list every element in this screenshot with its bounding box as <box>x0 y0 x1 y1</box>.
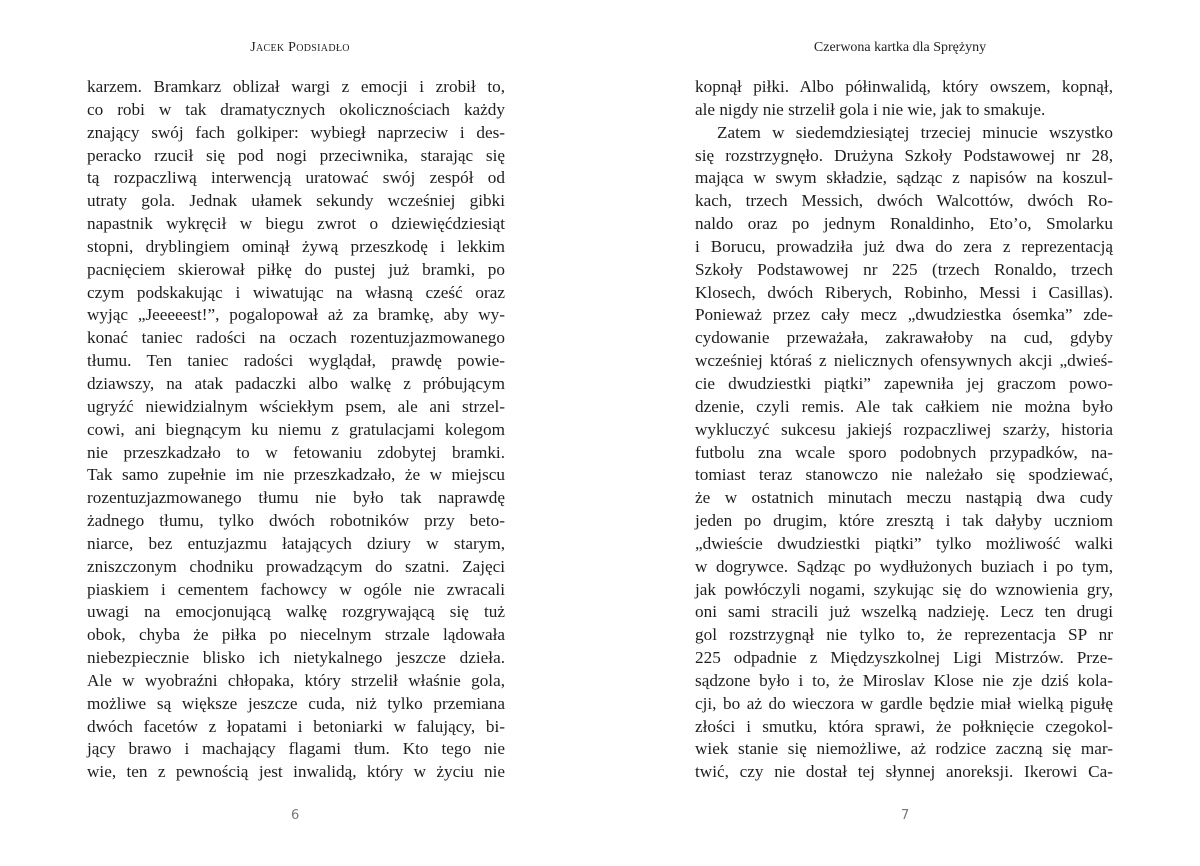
text-line: Ale w wyobraźni chłopaka, który strzelił właśnie gola, <box>87 670 505 690</box>
text-line: kach, trzech Messich, dwóch Walcottów, dwóch Ro- <box>695 191 1113 211</box>
text-line: nie przeszkadzało to w fetowaniu zdobytej bramki. <box>87 442 505 462</box>
text-line: mająca w swym składzie, sądząc z napisów na koszul- <box>695 168 1113 188</box>
text-line: tłumu. Ten taniec radości wyglądał, prawdę powie- <box>87 351 505 371</box>
text-line: rozentuzjazmowanego tłumu nie było tak naprawdę <box>87 488 505 508</box>
text-line: niebezpiecznie blisko ich nietykalnego jeszcze dzieła. <box>87 648 505 668</box>
text-line: znający swój fach golkiper: wybiegł naprzeciw i des- <box>87 122 505 142</box>
text-line: się rozstrzygnęło. Drużyna Szkoły Podstawowej nr 28, <box>695 145 1113 165</box>
text-line: jak powłóczyli nogami, szykując się do wznowienia gry, <box>695 579 1113 599</box>
text-line: jeden po drugim, które zresztą i tak dałyby uczniom <box>695 511 1113 531</box>
body-text <box>87 76 505 784</box>
text-line: dwóch facetów z łopatami i betoniarki w falujący, bi- <box>87 716 505 736</box>
text-line: czym podskakując i wiwatując na własną cześć oraz <box>87 282 505 302</box>
text-line: wie, ten z pewnością jest inwalidą, który w życiu nie <box>87 762 505 782</box>
text-line: cie dwudziestki piątki” zapewniła jej graczom powo- <box>695 373 1113 393</box>
text-line: Zatem w siedemdziesiątej trzeciej minucie wszystko <box>717 122 1113 142</box>
body-text <box>695 76 1113 784</box>
text-line: Tak samo zupełnie im nie przeszkadzało, że w miejscu <box>87 465 505 485</box>
text-line: i Borucu, prowadziła już dwa do zera z reprezentacją <box>695 236 1113 256</box>
text-line: złości i smutku, która sprawi, że połknięcie czegokol- <box>695 716 1113 736</box>
running-head-title: Czerwona kartka dla Sprężyny <box>813 40 987 55</box>
text-line: obok, chyba że piłka po niecelnym strzale lądowała <box>87 625 505 645</box>
text-line: kopnął piłki. Albo półinwalidą, który owszem, kopnął, <box>695 77 1113 96</box>
text-line: Szkoły Podstawowej nr 225 (trzech Ronaldo, trzech <box>695 259 1113 279</box>
text-line: 225 odpadnie z Międzyszkolnej Ligi Mistrzów. Prze- <box>695 648 1113 668</box>
text-line: dziawszy, na atak padaczki albo walkę z próbującym <box>87 373 505 393</box>
text-line: wykluczyć sukcesu jakiejś rozpaczliwej szarży, historia <box>695 419 1113 439</box>
text-line: Klosech, dwóch Riberych, Robinho, Messi i Casillas). <box>695 282 1113 302</box>
text-line: zniszczonym chodniku prowadzącym do szatni. Zajęci <box>87 556 505 576</box>
text-line: ale nigdy nie strzelił gola i nie wie, jak to smakuje. <box>695 99 1046 119</box>
running-head-author: Jacek Podsiadło <box>250 40 350 55</box>
text-line: oni sami stracili już wszelką nadzieję. Lecz ten drugi <box>695 602 1113 622</box>
text-line: wyjąc „Jeeeeest!”, pogalopował aż za bramkę, aby wy- <box>87 305 505 325</box>
text-line: cowi, ani biegnącym ku niemu z gratulacjami kolegom <box>87 419 505 439</box>
text-line: w dogrywce. Sądząc po wydłużonych buziach i po tym, <box>695 556 1113 576</box>
text-line: futbolu zna wcale sporo podobnych przypadków, na- <box>695 442 1113 462</box>
text-line: uwagi na emocjonującą walkę rozgrywającą się tuż <box>87 602 505 622</box>
page-number: 6 <box>291 808 300 823</box>
text-line: utraty gola. Jednak ułamek sekundy wcześniej gibki <box>87 191 505 211</box>
text-line: Ponieważ przez cały mecz „dwudziestka ósemka” zde- <box>695 305 1113 325</box>
text-line: możliwe są większe jeszcze cuda, niż tylko przemiana <box>87 693 505 713</box>
text-line: gol rozstrzygnął nie tylko to, że reprezentacja SP nr <box>695 625 1113 645</box>
text-line: pacnięciem skierował piłkę do pustej już bramki, po <box>87 259 505 279</box>
text-line: stopni, dryblingiem ominął żywą przeszkodę i lekkim <box>87 236 505 256</box>
text-line: twić, czy nie dostał tej słynnej anoreksji. Ikerowi Ca- <box>695 762 1113 782</box>
text-line: piaskiem i cementem fachowcy w ogóle nie zwracali <box>87 579 505 599</box>
text-line: „dwieście dwudziestki piątki” tylko możliwość walki <box>695 533 1113 553</box>
text-line: konać taniec radości na oczach rozentuzjazmowanego <box>87 328 505 348</box>
text-line: co robi w tak dramatycznych okolicznościach każdy <box>87 99 505 119</box>
text-line: naldo oraz po jednym Ronaldinho, Eto’o, Smolarku <box>695 214 1113 234</box>
text-line: cydowanie przeważała, zakrawałoby na cud, gdyby <box>695 328 1113 348</box>
text-line: cji, bo aż do wieczora w gardle będzie miał wielką pigułę <box>695 693 1113 713</box>
text-line: niarce, bez entuzjazmu łatających dziury w starym, <box>87 533 505 553</box>
text-line: żadnego tłumu, tylko dwóch robotników przy beto- <box>87 511 505 531</box>
text-line: tą rozpaczliwą interwencją uratować swój zespół od <box>87 168 505 188</box>
text-line: dzenie, czyli remis. Ale tak całkiem nie można było <box>695 396 1113 416</box>
page-number: 7 <box>901 808 910 823</box>
text-line: ugryźć niewidzialnym wściekłym psem, ale ani strzel- <box>87 396 505 416</box>
text-line: peracko rzucił się pod nogi przeciwnika, starając się <box>87 145 505 165</box>
right-page <box>600 0 1200 866</box>
text-line: sądzone było i to, że Miroslav Klose nie zje dziś kola- <box>695 670 1113 690</box>
text-line: jący brawo i machający flagami tłum. Kto tego nie <box>87 739 505 759</box>
text-line: wiek stanie się niemożliwe, aż rodzice zaczną się mar- <box>695 739 1113 759</box>
text-line: wcześniej któraś z nielicznych ofensywnych akcji „dwieś- <box>695 351 1113 371</box>
text-line: napastnik wykręcił w biegu zwrot o dziewięćdziesiąt <box>87 214 505 234</box>
text-line: tomiast teraz stanowczo nie należało się spodziewać, <box>695 465 1113 485</box>
text-line: karzem. Bramkarz oblizał wargi z emocji i zrobił to, <box>87 77 505 96</box>
text-line: że w ostatnich minutach meczu nastąpią dwa cudy <box>695 488 1113 508</box>
